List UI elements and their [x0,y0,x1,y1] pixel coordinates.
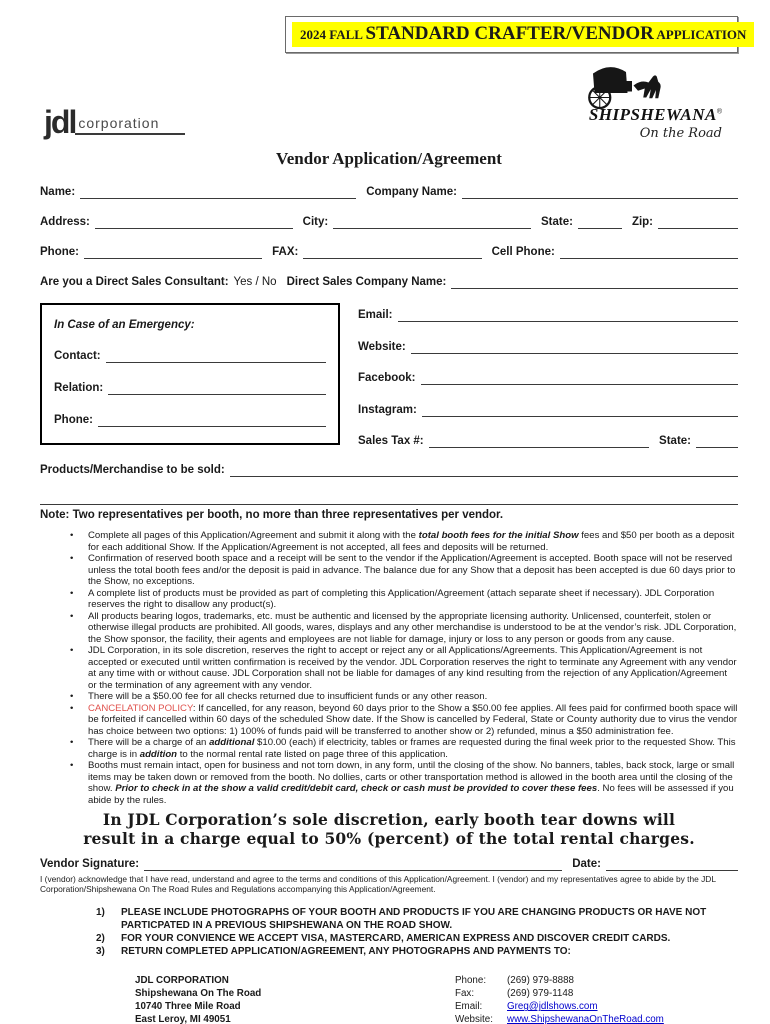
row-sales-tax [358,435,738,448]
emergency-phone-field[interactable] [98,414,326,427]
email-label: Email: [358,309,393,321]
row-products [40,464,738,477]
address-line: JDL CORPORATION [135,975,229,987]
shipshewana-logo-tagline: On the Road [639,126,722,141]
contact-phone-row [455,974,664,987]
terms-bullet: • Confirmation of reserved booth space and a receipt will be sent to the vendor if the Application/Agreement is accepted. Booth space will not be reserved unless the total booth fees and/or the deposit is paid in advance. The balance due for any Show that a deposit has been accepted is due 60 days prior to the Show, no exceptions. [66,553,738,588]
emergency-relation-label: Relation: [54,382,104,394]
terms-bullet: • CANCELATION POLICY: If cancelled, for any reason, beyond 60 days prior to the Show a $50.00 fee applies. All fees paid for confirmed booth space will be forfeited if cancelled within 60 days of the scheduled Show date. If the Show is cancelled by Federal, State or County authority due to virus the vendor has choice between two options: 1) 100% of funds paid will be transferred to another show or 2) refunded, minus a $50 administration fee. [66,703,738,738]
acknowledgement-text: I (vendor) acknowledge that I have read, understand and agree to the terms and conditions of this Application/Agreement. I (vendor) and my representatives agree to abide by the JDL Corporation/Shipshewana On The Road Rules and Regulations accompanying this Application/Agreement. [40,873,716,895]
jdl-logo-subtext: corporation [75,116,185,135]
row-email [358,309,738,322]
facebook-field[interactable] [421,372,738,385]
sales-tax-field[interactable] [429,435,649,448]
mailing-address [135,974,455,1024]
tax-state-field[interactable] [696,435,738,448]
contact-email-label: Email: [455,1001,483,1013]
products-field[interactable] [230,464,738,477]
terms-bullet: • All products bearing logos, trademarks, etc. must be authentic and licensed by the appropriate licensing authority. Unlicensed, counterfeit, stolen or otherwise illegal products are prohibited. All goods, wares, displays and any other merchandise is understood to be at the vendor’s risk. JDL Corporation, the Show sponsor, the facility, their agents and employees are not liable for damage, injury or loss to any person or goods from any cause. [66,611,738,646]
contact-website-label: Website: [455,1014,493,1024]
logo-row [44,67,728,141]
contact-fax-label: Fax: [455,988,475,1000]
row-instagram [358,404,738,417]
fax-field[interactable] [303,246,481,259]
contact-website-row [455,1013,664,1024]
row-facebook [358,372,738,385]
address-field[interactable] [95,216,293,229]
fax-label: FAX: [272,246,299,258]
direct-sales-company-label: Direct Sales Company Name: [286,276,447,288]
instructions-list [96,906,738,958]
instagram-label: Instagram: [358,403,417,416]
contact-fax-value: (269) 979-1148 [507,988,574,1000]
terms-bullet: • A complete list of products must be provided as part of completing this Application/Agreement (attach separate sheet if necessary). JDL Corporation reserves the right to disallow any product(s). [66,588,738,611]
horse-buggy-icon [586,63,678,111]
address-label: Address: [40,216,90,228]
tear-down-notice-line1: In JDL Corporation’s sole discretion, early booth tear downs will [102,810,676,829]
row-address [40,216,738,229]
address-line: Shipshewana On The Road [135,988,262,1000]
row-emergency-relation [54,382,326,395]
sales-tax-label: Sales Tax #: [358,435,424,447]
city-field[interactable] [333,216,531,229]
products-label: Products/Merchandise to be sold: [40,464,225,476]
zip-label: Zip: [631,216,654,228]
state-field[interactable] [578,216,622,229]
phone-label: Phone: [40,246,79,258]
instruction-item: 3) RETURN COMPLETED APPLICATION/AGREEMENT, ANY PHOTOGRAPHS AND PAYMENTS TO: [96,946,571,958]
emergency-relation-field[interactable] [108,382,326,395]
row-signature [40,858,738,871]
direct-sales-yes-no[interactable]: Yes / No [233,276,277,288]
online-presence-column [358,303,738,448]
vendor-signature-label: Vendor Signature: [40,857,140,870]
representatives-note: Note: Two representatives per booth, no more than three representatives per vendor. [40,509,504,521]
row-direct-sales [40,276,738,289]
terms-bullet: • JDL Corporation, in its sole discretion, reserves the right to accept or reject any or all Applications/Agreements. This Application/Agreement is not accepted or executed until written confirmation is received by the vendor. JDL Corporation reserves the right to terminate any Agreement with any vendor at any time with or without cause. JDL Corporation shall not be liable for damages of any kind resulting from the rejection of any Application/Agreement or the termination of any agreement with any vendor. [66,645,738,691]
tear-down-notice-line2: result in a charge equal to 50% (percent) of the total rental charges. [83,828,695,848]
company-name-label: Company Name: [366,186,457,198]
emergency-contact-label: Contact: [54,350,101,362]
contact-fax-row [455,987,664,1000]
page-title: Vendor Application/Agreement [276,149,502,168]
row-emergency-contact [54,350,326,363]
row-emergency-phone [54,414,326,427]
row-website [358,341,738,354]
emergency-title: In Case of an Emergency: [54,319,195,331]
terms-list [66,530,738,806]
emergency-social-section [40,303,738,448]
terms-bullet: • Complete all pages of this Application/Agreement and submit it along with the total booth fees for the initial Show fees and $50 per booth as a deposit for each additional Show. If the Application/Agreement is not accepted, all fees and deposits will be returned. [66,530,738,553]
contact-email-link[interactable]: Greg@jdlshows.com [507,1001,598,1013]
contact-phone-value: (269) 979-8888 [507,975,574,987]
terms-bullet: • There will be a $50.00 fee for all checks returned due to insufficient funds or any other reason. [66,691,738,703]
terms-bullet: • There will be a charge of an additional $10.00 (each) if electricity, tables or frames are requested during the final week prior to the requested Show. This charge is in addition to the normal rental rate listed on page three of this application. [66,737,738,760]
date-field[interactable] [606,858,738,871]
email-field[interactable] [398,309,738,322]
contact-details [455,974,664,1024]
jdl-corporation-logo [44,104,185,140]
emergency-contact-field[interactable] [106,350,326,363]
instagram-field[interactable] [422,404,738,417]
contact-website-link[interactable]: www.ShipshewanaOnTheRoad.com [507,1014,664,1024]
cell-phone-label: Cell Phone: [491,246,555,258]
tax-state-label: State: [659,435,691,447]
name-label: Name: [40,186,76,198]
direct-sales-company-field[interactable] [451,276,738,289]
shipshewana-logo-name: SHIPSHEWANA® [588,105,722,124]
phone-field[interactable] [84,246,262,259]
title-banner [285,16,747,53]
address-line: 10740 Three Mile Road [135,1001,241,1013]
instruction-item: 1) PLEASE INCLUDE PHOTOGRAPHS OF YOUR BOOTH AND PRODUCTS IF YOU ARE CHANGING PRODUCTS OR HAVE NOT PARTICPATED IN A PREVIOUS SHIPSHEWANA ON THE ROAD SHOW. [96,907,707,932]
address-line: East Leroy, MI 49051 [135,1014,231,1024]
contact-phone-label: Phone: [455,975,487,987]
terms-bullet: • Booths must remain intact, open for business and not torn down, in any form, until the closing of the show. No banners, tables, back stock, large or small items may be taken down or removed from the booth. No dollies, carts or other transportation method is allowed in the booth area until the closing of the show. Prior to check in at the show a valid credit/debit card, check or cash must be provided to cover these fees. No fees will be assessed if you abide by the rules. [66,760,738,806]
shipshewana-logo [586,63,722,141]
registered-mark: ® [716,108,722,116]
banner-year: 2024 FALL [300,27,366,42]
title-banner-highlight [292,22,754,47]
emergency-box [40,303,340,445]
name-field[interactable] [80,186,356,199]
contact-block [135,974,738,1024]
emergency-phone-label: Phone: [54,414,93,426]
facebook-label: Facebook: [358,372,416,384]
vendor-signature-field[interactable] [144,858,562,871]
cell-phone-field[interactable] [560,246,738,259]
row-name-company [40,186,738,199]
banner-suffix: APPLICATION [653,27,747,42]
tear-down-notice [40,811,738,849]
city-label: City: [302,216,329,228]
banner-main: STANDARD CRAFTER/VENDOR [365,23,654,44]
date-label: Date: [572,857,601,870]
jdl-logo-text: jdl [44,104,76,140]
products-continuation-field[interactable] [40,504,738,505]
state-label: State: [540,216,573,228]
instruction-item: 2) FOR YOUR CONVIENCE WE ACCEPT VISA, MASTERCARD, AMERICAN EXPRESS AND DISCOVER CREDIT CARDS. [96,933,671,945]
website-field[interactable] [411,341,738,354]
zip-field[interactable] [658,216,738,229]
row-phone [40,246,738,259]
direct-sales-question: Are you a Direct Sales Consultant: [40,276,229,288]
company-name-field[interactable] [462,186,738,199]
website-label: Website: [358,340,406,353]
contact-email-row [455,1000,664,1013]
